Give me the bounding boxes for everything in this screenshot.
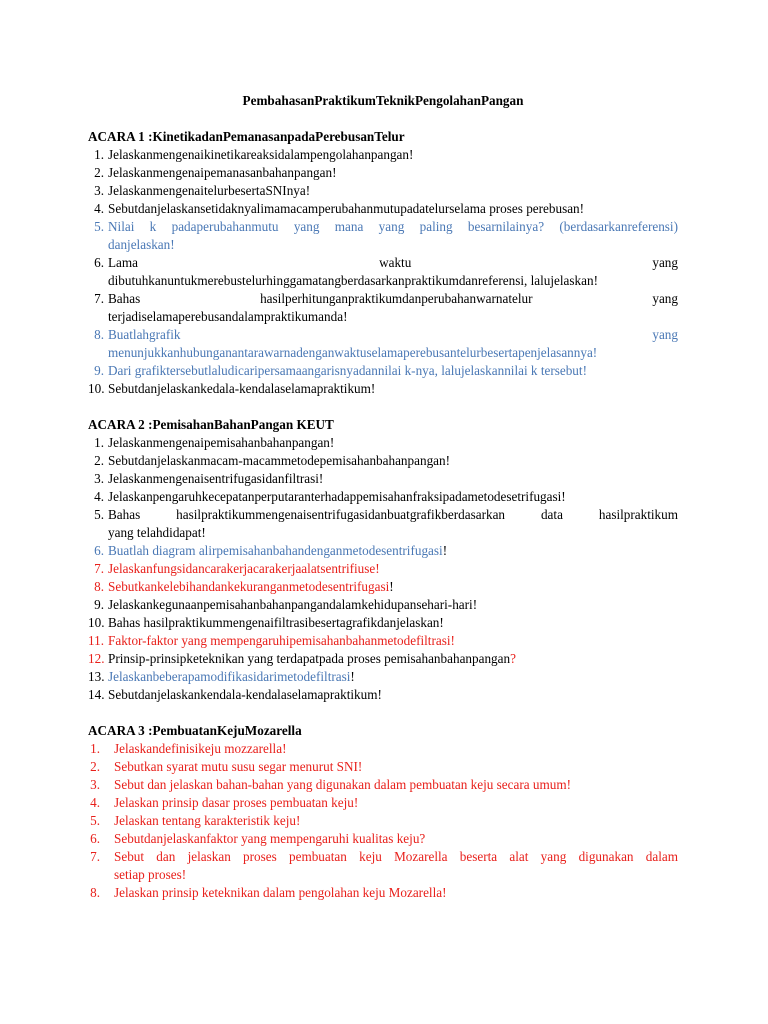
question-text: Dari grafiktersebutlaludicaripersamaangarisnyadannilai k-nya, lalujelaskannilai k tersebut! [108, 363, 587, 378]
question-text: Sebutdanjelaskansetidaknyalimamacamperubahanmutupadatelurselama proses perebusan! [108, 201, 585, 216]
question-number: 7. [94, 291, 104, 306]
question-text-line-1: Lama waktu yang [108, 255, 678, 270]
question-text: Jelaskankegunaanpemisahanbahanpangandalamkehidupansehari-hari! [108, 597, 478, 612]
question-text: Sebutdanjelaskanfaktor yang mempengaruhi kualitas keju? [114, 831, 426, 846]
question-number: 14. [88, 687, 105, 702]
question-number: 10. [88, 615, 105, 630]
question-number: 4. [90, 795, 100, 810]
sections-container [88, 128, 678, 902]
question-number: 3. [94, 471, 104, 486]
question-number: 6. [94, 543, 104, 558]
question-item [88, 470, 678, 488]
question-number: 12. [88, 651, 105, 666]
question-item [88, 650, 678, 668]
document-page [88, 92, 678, 920]
question-number: 6. [94, 255, 104, 270]
question-text: Jelaskan prinsip dasar proses pembuatan keju! [114, 795, 359, 810]
question-number: 5. [94, 219, 104, 234]
question-text: Jelaskanmengenaipemisahanbahanpangan! [108, 435, 335, 450]
question-list [88, 740, 678, 902]
question-text-line-2: danjelaskan! [108, 237, 175, 252]
question-punctuation: ! [350, 669, 355, 684]
question-number: 1. [90, 741, 100, 756]
question-text: Jelaskanmengenaipemanasanbahanpangan! [108, 165, 337, 180]
question-number: 9. [94, 597, 104, 612]
question-number: 4. [94, 489, 104, 504]
question-item [88, 812, 678, 830]
question-number: 7. [94, 561, 104, 576]
question-item [88, 560, 678, 578]
question-item [88, 740, 678, 758]
question-item [88, 200, 678, 218]
question-text: Prinsip-prinsipketeknikan yang terdapatpada proses pemisahanbahanpangan [108, 651, 511, 666]
question-item [88, 182, 678, 200]
section-acara-2 [88, 416, 678, 704]
question-text: Sebut dan jelaskan bahan-bahan yang digunakan dalam pembuatan keju secara umum! [114, 777, 572, 792]
question-item [88, 326, 678, 362]
question-text: Sebutkan syarat mutu susu segar menurut SNI! [114, 759, 363, 774]
section-title: ACARA 2 :PemisahanBahanPangan KEUT [88, 417, 334, 432]
question-item [88, 218, 678, 254]
section-acara-3 [88, 722, 678, 902]
question-text: Sebutkankelebihandankekuranganmetodesentrifugasi [108, 579, 390, 594]
question-number: 5. [90, 813, 100, 828]
question-item [88, 542, 678, 560]
question-text: Sebutdanjelaskanmacam-macammetodepemisahanbahanpangan! [108, 453, 450, 468]
question-item [88, 794, 678, 812]
question-text: Jelaskanmengenaikinetikareaksidalampengolahanpangan! [108, 147, 414, 162]
question-number: 2. [94, 453, 104, 468]
question-item [88, 596, 678, 614]
question-number: 8. [94, 579, 104, 594]
question-punctuation: ! [442, 543, 448, 558]
question-number: 9. [94, 363, 104, 378]
section-acara-1 [88, 128, 678, 398]
question-number: 1. [94, 435, 104, 450]
question-number: 1. [94, 147, 104, 162]
question-item [88, 380, 678, 398]
question-number: 5. [94, 507, 104, 522]
question-text: Sebutdanjelaskankedala-kendalaselamapraktikum! [108, 381, 376, 396]
section-title: ACARA 1 :KinetikadanPemanasanpadaPerebusanTelur [88, 129, 405, 144]
question-text-line-1: Sebut dan jelaskan proses pembuatan keju Mozarella beserta alat yang digunakan dalam [114, 849, 678, 864]
question-text: Jelaskan prinsip keteknikan dalam pengolahan keju Mozarella! [114, 885, 447, 900]
section-title: ACARA 3 :PembuatanKejuMozarella [88, 723, 302, 738]
question-text: Jelaskanbeberapamodifikasidarimetodefiltrasi [108, 669, 351, 684]
question-number: 7. [90, 849, 100, 864]
question-text-line-1: Bahas hasilperhitunganpraktikumdanperubahanwarnatelur yang [108, 291, 678, 306]
question-item [88, 254, 678, 290]
question-text-line-2: terjadiselamaperebusandalampraktikumanda! [108, 309, 348, 324]
question-item [88, 290, 678, 326]
question-text: JelaskanmengenaitelurbesertaSNInya! [108, 183, 311, 198]
question-number: 11. [88, 633, 104, 648]
question-text-line-1: Buatlahgrafik yang [108, 327, 678, 342]
question-number: 13. [88, 669, 105, 684]
question-text-line-1: Bahas hasilpraktikummengenaisentrifugasidanbuatgrafikberdasarkan data hasilpraktikum [108, 507, 678, 522]
question-punctuation: ! [389, 579, 394, 594]
question-number: 3. [90, 777, 100, 792]
question-list [88, 146, 678, 398]
question-number: 2. [90, 759, 100, 774]
question-item [88, 758, 678, 776]
question-number: 3. [94, 183, 104, 198]
question-number: 2. [94, 165, 104, 180]
question-text: Jelaskanpengaruhkecepatanperputaranterhadappemisahanfraksipadametodesetrifugasi! [108, 489, 566, 504]
question-item [88, 614, 678, 632]
question-item [88, 884, 678, 902]
question-item [88, 164, 678, 182]
question-item [88, 686, 678, 704]
question-number: 8. [94, 327, 104, 342]
question-number: 8. [90, 885, 100, 900]
question-number: 4. [94, 201, 104, 216]
question-item [88, 848, 678, 884]
question-text: Faktor-faktor yang mempengaruhipemisahanbahanmetodefiltrasi! [108, 633, 455, 648]
question-item [88, 578, 678, 596]
question-item [88, 776, 678, 794]
question-item [88, 488, 678, 506]
question-text: Jelaskanmengenaisentrifugasidanfiltrasi! [108, 471, 324, 486]
question-text-line-2: dibutuhkanuntukmerebustelurhinggamatangberdasarkanpraktikumdanreferensi, lalujelaskan! [108, 273, 598, 288]
question-text: Jelaskandefinisikeju mozzarella! [114, 741, 287, 756]
document-title: PembahasanPraktikumTeknikPengolahanPangan [242, 93, 524, 108]
question-item [88, 434, 678, 452]
question-text: Bahas hasilpraktikummengenaifiltrasibesertagrafikdanjelaskan! [108, 615, 444, 630]
question-text: Jelaskanfungsidancarakerjacarakerjaalatsentrifiuse! [108, 561, 380, 576]
question-number: 6. [90, 831, 100, 846]
question-item [88, 632, 678, 650]
question-item [88, 506, 678, 542]
question-text: Buatlah diagram alirpemisahanbahandenganmetodesentrifugasi [108, 543, 443, 558]
question-text: Sebutdanjelaskankendala-kendalaselamapraktikum! [108, 687, 382, 702]
question-item [88, 362, 678, 380]
question-item [88, 668, 678, 686]
question-item [88, 146, 678, 164]
question-number: 10. [88, 381, 105, 396]
question-text-line-1: Nilai k padaperubahanmutu yang mana yang paling besarnilainya? (berdasarkanreferensi) [108, 219, 678, 234]
question-text-line-2: menunjukkanhubunganantarawarnadenganwaktuselamaperebusantelurbesertapenjelasannya! [108, 345, 598, 360]
question-text-line-2: setiap proses! [114, 867, 187, 882]
question-punctuation: ? [510, 651, 516, 666]
question-item [88, 452, 678, 470]
question-text: Jelaskan tentang karakteristik keju! [114, 813, 301, 828]
question-list [88, 434, 678, 704]
question-text-line-2: yang telahdidapat! [108, 525, 206, 540]
question-item [88, 830, 678, 848]
